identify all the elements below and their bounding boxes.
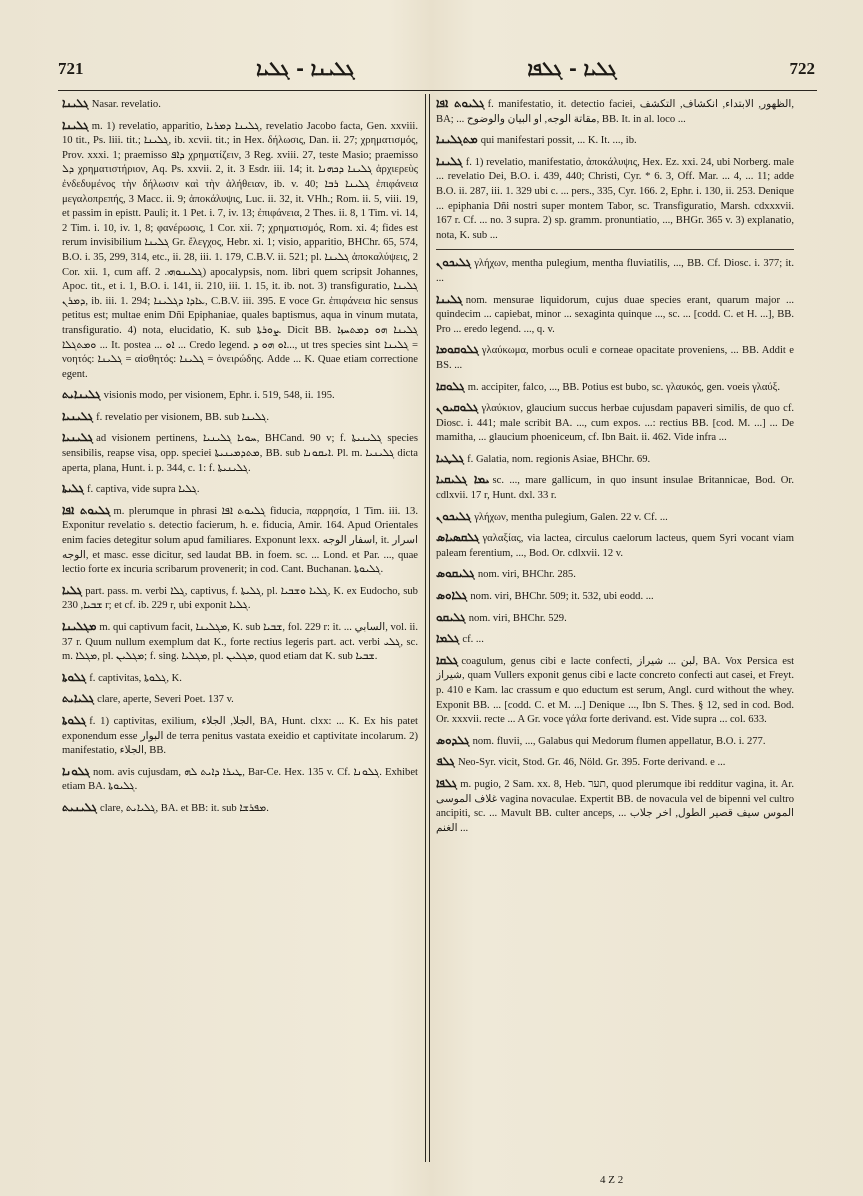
entry-definition: m. accipiter, falco, ..., BB. Potius est bubo, sc. γλαυκός, gen. voeis γλαύξ. xyxy=(467,381,781,393)
dictionary-entry xyxy=(62,96,418,113)
entry-headword: ܓܠܝܢܝܬ xyxy=(62,799,98,814)
entry-definition: f. manifestatio, it. detectio faciei, الظهور, الابتداء, انكشاف, التكشف, BA; ... مقاتة الوجه, او البيان والوضوح, BB. It. in al. loco ... xyxy=(436,99,794,125)
entry-headword: ܓܠܩܣܝܐܣ xyxy=(436,530,480,545)
dictionary-entry xyxy=(436,132,794,149)
entry-headword: ܓܠܝܩܘܣ xyxy=(436,566,475,581)
entry-headword: ܓܠܘܬܐ xyxy=(62,669,87,684)
dictionary-entry xyxy=(436,379,794,396)
dictionary-entry xyxy=(436,653,794,728)
entry-definition: ad visionem pertinens, ܚܘܝܐ ܓܠܝܢܝܐ, BHCand. 90 v; f. ܓܠܝܢܝܬܐ species sensibilis, reapse visa, opp. speciei ܡܬܕܡܝܢܝܬܐ, BB. sub ܐܝܩܘܢܐ. Pl. m. ܓܠܝܢܝܐ dicta aperta, plana, Hunt. i. p. 344, c. 1: f. ܓܠܝܢܝܬܐ. xyxy=(62,433,418,474)
entry-definition: sc. ..., mare gallicum, in quo insunt insulae Britannicae, Bod. Or. cdlxvii. 17 r, Hunt. dxl. 33 r. xyxy=(436,475,794,502)
entry-definition: f. 1) revelatio, manifestatio, ἀποκάλυψις, Hex. Ez. xxi. 24, ubi Norberg. male ... revelatio Dei, B.O. i. 439, 440; Christi, Cyr. * 6. 3, Off. Mar. ... 4, ... 11; adde B.O. ii. 287, iii. 1. 329 ubi c. ... pers., 335, Cyr. 166. 2, Ephr. i. 130, ii. 253. Denique ... epiphania Dñi nostri super montem Tabor, sc. Transfiguratio, Marsh. cdxxxvii. 167 r. Cf. ... no. 3 supra. 2) sp. gramm. pronuntiatio, ..., BHGr. 365 v. 3) explanatio, nota, K. sub ... xyxy=(436,156,794,241)
entry-headword: ܓܠܝܐܝܬ xyxy=(62,691,95,706)
entry-headword: ܓܠܘܬܐ xyxy=(62,712,87,727)
entry-headword: ܓܠܩܐ xyxy=(436,652,459,667)
dictionary-entry xyxy=(436,292,794,338)
entry-headword: ܓܠܦܐ xyxy=(436,775,458,790)
dictionary-entry xyxy=(62,583,418,614)
entry-definition: m. pugio, 2 Sam. xx. 8, Heb. תער, quod plerumque ibi redditur vagina, it. Ar. غلاف الموسى vagina novaculae. Expertit BB. de novacula vel de bipenni vel cultro ancipiti, sc. ... Mavult BB. culter anceps, ... الموس سيف قصير الطول, اخر جلاب الغنم ... xyxy=(436,778,794,834)
entry-definition: γλήχων, mentha pulegium, mentha fluviatilis, ..., BB. Cf. Diosc. i. 377; it. ... xyxy=(436,258,794,284)
left-running-head: ܓܠܝܢܐ - ܓܠܝܐ xyxy=(256,58,355,80)
dictionary-entry xyxy=(436,451,794,468)
dictionary-entry xyxy=(436,754,794,771)
entry-definition: γλήχων, mentha pulegium, Galen. 22 v. Cf. ... xyxy=(474,511,668,523)
dictionary-entry xyxy=(436,96,794,127)
entry-definition: nom. viri, BHChr. 285. xyxy=(477,569,576,581)
entry-definition: f. 1) captivitas, exilium, الجلا, الجلاء, BA, Hunt. clxx: ... K. Ex his patet exponendum esse البوار de terra penitus vastata exeidio et captivitate incolarum. 2) manifestatio, الجلاء, BB. xyxy=(62,715,418,757)
left-page-number: 721 xyxy=(58,59,84,78)
dictionary-entry xyxy=(436,776,794,836)
dictionary-entry xyxy=(62,481,418,498)
dictionary-entry xyxy=(436,530,794,561)
dictionary-entry xyxy=(436,400,794,446)
entry-headword: ܓܠܘܩܐ xyxy=(436,378,465,393)
entry-headword: ܓܠܝܢܐ xyxy=(436,153,463,168)
entry-definition: nom. fluvii, ..., Galabus qui Medorum flumen appellatur, B.O. i. 277. xyxy=(472,735,766,747)
entry-headword: ܓܠܝܟܘܢ xyxy=(436,508,472,523)
dictionary-entry xyxy=(436,249,794,286)
entry-headword: ܓܠܝܘܬ ܐܦܐ xyxy=(436,96,485,110)
entry-headword: ܝܡܐ ܓܠܝܩܝܐ xyxy=(436,472,490,487)
dictionary-entry xyxy=(436,610,794,627)
entry-headword: ܓܠܝܢܝܐ xyxy=(62,430,94,445)
dictionary-entry xyxy=(62,409,418,426)
entry-headword: ܓܠܝܘܬ ܐܦܐ xyxy=(62,502,111,517)
dictionary-entry xyxy=(62,430,418,476)
entry-definition: coagulum, genus cibi e lacte confecti, لبن ... شيراز, BA. Vox Persica est شيراز, quam Vullers exponit genus cibi e lacte concreto confecti aut casei, et Freyt. p. 410 e Kam. lac crassum e quo eductum est serum, Angl. curd without the whey. Exponit BB. ... [codd. C. et M. ...] Denique ..., Ibn S. Thes. § 12, sed in cod. Bod. Or. xxxvii. recte ... A Gr. voce γάλα forte derivand. est. Vide supra ... col. 633. xyxy=(436,655,794,726)
entry-headword: ܓܠܝܩܘ xyxy=(436,609,466,624)
entry-definition: nom. viri, BHChr. 529. xyxy=(468,612,567,624)
right-running-head: ܓܠܝܐ - ܓܠܦܐ xyxy=(527,58,617,80)
entry-headword: ܓܠܝܢܐ xyxy=(62,96,89,110)
dictionary-entry xyxy=(436,588,794,605)
page-header xyxy=(58,52,815,86)
dictionary-entry xyxy=(62,764,418,795)
entry-headword: ܓܠܝܟܘܢ xyxy=(436,255,472,270)
entry-definition: part. pass. m. verbi ܓܠܐ, captivus, f. ܓܠܝܬܐ, pl. ܓܠܝܐ ܘܫܒܝܐ, K. ex Eudocho, sub ܫܒܝܐ, 230 r; et cf. ib. 229 r, ubi exponit ܓܠܝܐ. xyxy=(62,585,418,612)
header-rule xyxy=(58,90,817,91)
entry-definition: m. qui captivum facit, ܡܓܠܝܢܐ, K. sub ܫܒܝܐ, fol. 229 r: it. ... السابي, vol. ii. 37 r. Quum nullum exemplum dat K., forte rectius legeris part. act. verbi ܓܠܝ, sc. m. ܡܓܠܐ, pl. ܡܓܠܝܢ; f. sing. ܡܓܠܝܐ, pl. ܡܓܠܝܢ, quod etiam dat K. sub ܫܒܝܐ. xyxy=(62,622,418,663)
entry-headword: ܓܠܦ xyxy=(436,754,455,769)
entry-headword: ܓܠܝܢܝܐ xyxy=(62,408,94,423)
dictionary-entry xyxy=(436,733,794,750)
dictionary-entry xyxy=(62,118,418,383)
dictionary-entry xyxy=(436,342,794,373)
entry-headword: ܓܠܕܘܣ xyxy=(436,732,470,747)
entry-headword: ܓܠܘܩܘܡܐ xyxy=(436,342,479,357)
entry-definition: f. captiva, vide supra ܓܠܝܐ. xyxy=(87,484,200,496)
entry-headword: ܓܠܝܐ xyxy=(62,582,83,597)
dictionary-entry xyxy=(436,154,794,244)
entry-definition: Nasar. revelatio. xyxy=(91,99,161,110)
entry-definition: f. captivitas, ܓܠܘܬܐ, K. xyxy=(89,672,182,684)
dictionary-entry xyxy=(436,631,794,648)
dictionary-entry xyxy=(62,387,418,404)
entry-headword: ܓܠܝܢܐ xyxy=(62,117,89,132)
entry-definition: nom. viri, BHChr. 509; it. 532, ubi eodd. ... xyxy=(470,591,654,603)
entry-definition: clare, aperte, Severi Poet. 137 v. xyxy=(97,694,234,706)
column-divider xyxy=(425,94,426,1162)
entry-headword: ܓܠܐܘܣ xyxy=(436,588,468,603)
dictionary-entry xyxy=(62,619,418,665)
entry-definition: clare, ܓܠܝܐܝܬ, BA. et BB: it. sub ܡܦܪܫܐ. xyxy=(100,802,269,814)
entry-definition: nom. mensurae liquidorum, cujus duae species erant, quarum major ... quindecim ... capiebat, minor ... sexaginta quinque ..., sc. ... [codd. C. et H. ...], BB. Pro ... eredo legend. ..., q. v. xyxy=(436,294,794,335)
entry-definition: f. revelatio per visionem, BB. sub ܓܠܝܢܐ. xyxy=(96,411,270,423)
dictionary-entry xyxy=(62,691,418,708)
dictionary-entry xyxy=(62,800,418,817)
dictionary-entry xyxy=(436,566,794,583)
entry-headword: ܓܠܝܢܐܝܬ xyxy=(62,387,101,402)
right-column xyxy=(436,96,794,1166)
entry-headword: ܓܠܡܐ xyxy=(436,631,460,646)
entry-definition: Neo-Syr. vicit, Stod. Gr. 46, Nöld. Gr. 395. Forte derivand. e ... xyxy=(457,757,726,769)
dictionary-entry xyxy=(62,713,418,759)
entry-definition: qui manifestari possit, ... K. It. ..., ib. xyxy=(480,135,637,147)
entry-definition: f. Galatia, nom. regionis Asiae, BHChr. 69. xyxy=(467,453,651,465)
entry-headword: ܡܓܠܝܢܐ xyxy=(62,619,97,633)
entry-headword: ܓܠܛܝܐ xyxy=(436,450,465,465)
entry-definition: γλαύκιον, glaucium succus herbae cujusdam papaveri similis, de quo cf. Diosc. i. 441; male scribit BA. ..., cum expos. ...: rectius BB. [cod. M. ...] ... De mamitha, ... glaucium phoeniceum, cf. Ibn Bait. ii. 462. Vide infra ... xyxy=(436,403,794,444)
entry-headword: ܓܠܘܩܝܘܢ xyxy=(436,400,479,415)
entry-definition: visionis modo, per visionem, Ephr. i. 519, 548, ii. 195. xyxy=(103,390,335,402)
signature-mark: 4 Z 2 xyxy=(600,1174,624,1186)
dictionary-entry xyxy=(62,503,418,578)
entry-definition: m. plerumque in phrasi ܓܠܝܘܬ ܐܦܐ fiducia, παρρησία, 1 Tim. iii. 13. Exponitur revelatio s. detectio facierum, h. e. fiducia, Amir. 164. Apud Orientales enim facies detegitur solum apud familiares. Exponunt lexx. اسفار الوجه, it. اسرار الوجه, et masc. esse dicitur, sed laudat BB. in foem. sc. ... Lond. et Par. ..., quae lectio forte ex incuria scribarum provenerit; in cod. Cant. Buchanan. ܓܠܝܘܬܐ. xyxy=(62,505,418,576)
column-divider xyxy=(429,94,430,1162)
entry-definition: nom. avis cujusdam, ܛܝܪܐ ܕܐܝܬ ܠܗ, Bar-Ce. Hex. 135 v. Cf. ܓܠܘܢܐ. Exhibet etiam BA. ܓܠܝܘܬܐ. xyxy=(62,766,418,793)
left-column xyxy=(62,96,418,1166)
dictionary-entry xyxy=(62,670,418,687)
entry-headword: ܡܬܓܠܝܢܐ xyxy=(436,132,478,147)
entry-definition: γαλαξίας, via lactea, circulus caelorum lacteus, quem Syri vocant viam paleam ferentium, ..., Bod. Or. cdlxvii. 12 v. xyxy=(436,533,794,559)
entry-definition: m. 1) revelatio, apparitio, ܓܠܝܢܐ ܕܡܪܝܐ, revelatio Jacobo facta, Gen. xxviii. 10 tit., Ps. liii. tit.; ܓܠܝܢܐ, ib. xcvii. tit.; in Hex. δήλωσις, Dan. ii. 27; χρηματισμός, Prov. xxxi. 1; praemisso ܕܐܦ χρηματίζειν, 3 Reg. xviii. 27, teste Masio; praemisso ܕܠ χρηματιστήριον, Aq. Ps. xxvii. 2, it. 3 Esdr. iii. 14; it. ܓܠܝܢܐ ܕܟܗܢܐ ἀρχιερεὺς ἐνδεδυμένος τὴν δήλωσιν καὶ τὴν ἀλήθειαν, ib. v. 40; ܓܠܝܢܐ ܪܒܐ ἐπιφάνεια μεγαλοπρεπής, 3 Macc. ii. 9; ἀποκάλυψις, Luc. ii. 32, it. VHh.; Rom. ii. 5, viii. 19, et passim in epistt. Pauli; it. 1 Pet. i. 7, iv. 13; ἐπιφάνεια, 2 Thes. ii. 8, 1 Tim. vi. 14, 2 Tim. i. 10, iv. 1, 8; φανέρωσις, 1 Cor. xii. 7; χρηματισμός, Rom. xi. 4; fides est rerum invisibilium ܓܠܝܢܐ Gr. ἔλεγχος, Hebr. xi. 1; visio, apparitio, BHChr. 65, 574, B.O. i. 35, 299, 314, etc., ii. 28, iii. 1. 179, C.B.V. ii. 521; pl. ܓܠܝܢܐ ἀποκαλύψεις, 2 Cor. xii. 1, cum aff. ܓܠܝܢܘܗܝ. 2) apocalypsis, nom. libri quem scripsit Johannes, Apoc. tit., et i. 1, B.O. i. 141, ii. 210, iii. 1. 15, it. ib. not. 3) transfiguratio, ܓܠܝܢܐ ܕܡܪܢ, ib. iii. 1. 294; ܥܐܕܐ ܕܓܠܝܢܐ, C.B.V. iii. 395. E voce Gr. ἐπιφάνεια hic sensus petitus est; multae enim Dñi Epiphaniae, quales baptismus, aqua in vinum mutata, transfiguratio. 4) nota, elucidatio, K. sub ܨܘܪܬܐ. Dicit BB. ܓܠܝܢܐ ܗܘ ܕܡܬܚܙܐ ܘܡܬܓܠܐ ... It. postea ... ܐܘ ... Credo legend. ܐܘ ܗܘ ܕ..., ut tres species sint ܓܠܝܢܐ = νοητός: ܓܠܝܢܐ = αἰσθητός: ܓܠܝܢܐ = ὀνειρώδης. Adde ... K. Quae etiam correctione egent. xyxy=(62,120,418,380)
right-page-number: 722 xyxy=(789,59,815,78)
entry-headword: ܓܠܝܢܐ xyxy=(436,291,463,306)
entry-headword: ܓܠܝܬܐ xyxy=(62,481,85,496)
entry-definition: γλαύκωμα, morbus oculi e corneae opacitate proveniens, ... BB. Addit e BS. ... xyxy=(436,345,794,371)
dictionary-entry xyxy=(436,509,794,526)
dictionary-entry xyxy=(436,472,794,503)
entry-definition: cf. ... xyxy=(462,634,484,646)
entry-headword: ܓܠܘܢܐ xyxy=(62,763,90,778)
